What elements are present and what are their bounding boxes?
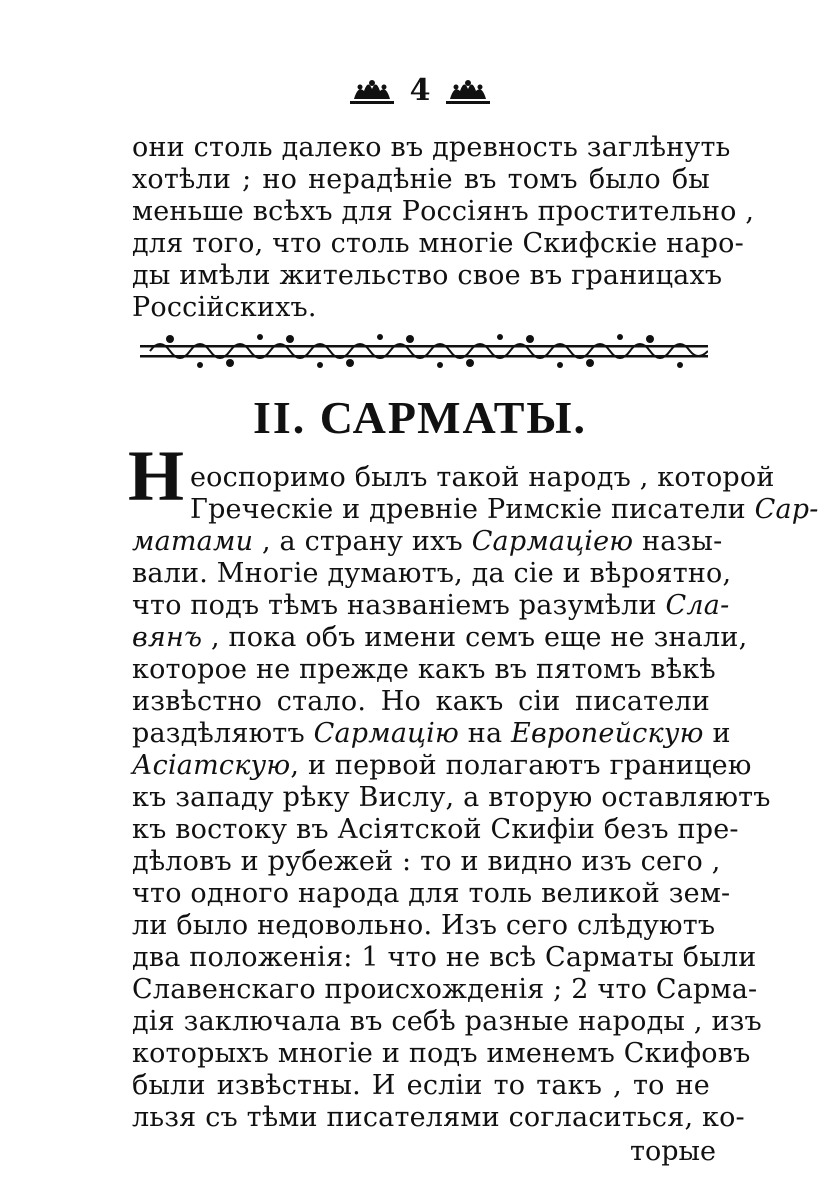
text-line bbox=[132, 910, 716, 942]
text-fragment: , и первой полагаютъ границею bbox=[290, 750, 752, 781]
text-fragment: къ западу рѣку Вислу, а вторую оставляютъ bbox=[132, 782, 771, 813]
text-fragment: , пока объ имени семъ еще не знали, bbox=[202, 622, 748, 653]
text-line bbox=[190, 462, 775, 494]
text-line bbox=[132, 942, 757, 974]
text-fragment: ли было недовольно. Изъ сего слѣдуютъ bbox=[132, 910, 716, 941]
text-line bbox=[190, 494, 819, 526]
italic-fragment: Сла- bbox=[665, 590, 730, 621]
text-line bbox=[132, 750, 752, 782]
text-fragment: извѣстно стало. Но какъ сіи писатели bbox=[132, 686, 710, 717]
page-header bbox=[0, 73, 840, 108]
text-fragment: Греческіе и древніе Римскіе писатели bbox=[190, 494, 755, 525]
text-fragment: и bbox=[703, 718, 731, 749]
italic-fragment: Асіатскую bbox=[132, 750, 291, 781]
text-line bbox=[132, 974, 758, 1006]
text-line bbox=[132, 558, 732, 590]
text-fragment: дія заключала въ себѣ разные народы , изъ bbox=[132, 1006, 762, 1037]
text-fragment: на bbox=[458, 718, 512, 749]
drop-cap: Н bbox=[128, 436, 185, 516]
text-line bbox=[132, 718, 731, 750]
text-fragment: назы- bbox=[633, 526, 723, 557]
text-line: они столь далеко въ древность заглѣнуть bbox=[132, 132, 731, 163]
text-fragment: что подъ тѣмъ названіемъ разумѣли bbox=[132, 590, 666, 621]
text-line: хотѣли ; но нерадѣніе въ томъ было бы bbox=[132, 164, 710, 195]
italic-fragment: Сармаціею bbox=[471, 526, 634, 557]
text-fragment: , а страну ихъ bbox=[253, 526, 472, 557]
text-line bbox=[132, 1038, 751, 1070]
text-fragment: къ востоку въ Асіятской Скифіи безъ пре- bbox=[132, 814, 739, 845]
text-line bbox=[132, 1102, 745, 1134]
text-line bbox=[132, 590, 730, 622]
text-fragment: были извѣстны. И есліи то такъ , то не bbox=[132, 1070, 710, 1101]
text-line bbox=[132, 814, 739, 846]
italic-fragment: матами bbox=[132, 526, 254, 557]
italic-fragment: Сармацію bbox=[313, 718, 459, 749]
crown-ornament-right-icon bbox=[444, 77, 492, 105]
italic-fragment: Сар- bbox=[754, 494, 819, 525]
text-fragment: что одного народа для толь великой зем- bbox=[132, 878, 731, 909]
text-line bbox=[132, 654, 716, 686]
text-fragment: которое не прежде какъ въ пятомъ вѣкѣ bbox=[132, 654, 716, 685]
text-fragment: которыхъ многіе и подъ именемъ Скифовъ bbox=[132, 1038, 751, 1069]
page-number: 4 bbox=[409, 73, 431, 108]
crown-ornament-left-icon bbox=[348, 77, 396, 105]
text-line bbox=[132, 1070, 710, 1102]
text-line: ды имѣли жительство свое въ границахъ bbox=[132, 260, 723, 291]
catchword: торые bbox=[630, 1136, 716, 1167]
text-line bbox=[132, 1006, 762, 1038]
text-line bbox=[132, 878, 731, 910]
italic-fragment: вянъ bbox=[132, 622, 203, 653]
text-line bbox=[132, 622, 748, 654]
text-line bbox=[132, 846, 721, 878]
floral-divider-ornament bbox=[140, 331, 708, 371]
text-line: меньше всѣхъ для Россіянъ простительно , bbox=[132, 196, 755, 227]
text-line bbox=[132, 526, 723, 558]
text-fragment: Славенскаго происхожденія ; 2 что Сарма- bbox=[132, 974, 758, 1005]
text-line bbox=[132, 782, 771, 814]
text-fragment: еоспоримо былъ такой народъ , которой bbox=[190, 462, 775, 493]
italic-fragment: Европейскую bbox=[511, 718, 704, 749]
text-line: для того, что столь многіе Скифскіе наро- bbox=[132, 228, 744, 259]
text-fragment: льзя съ тѣми писателями согласиться, ко- bbox=[132, 1102, 745, 1133]
text-fragment: дѣловъ и рубежей : то и видно изъ сего , bbox=[132, 846, 721, 877]
text-fragment: два положенія: 1 что не всѣ Сарматы были bbox=[132, 942, 757, 973]
text-line: Россійскихъ. bbox=[132, 292, 317, 323]
text-fragment: раздѣляютъ bbox=[132, 718, 314, 749]
section-heading: II. САРМАТЫ. bbox=[252, 392, 588, 443]
text-fragment: вали. Многіе думаютъ, да сіе и вѣроятно, bbox=[132, 558, 732, 589]
text-line bbox=[132, 686, 710, 718]
